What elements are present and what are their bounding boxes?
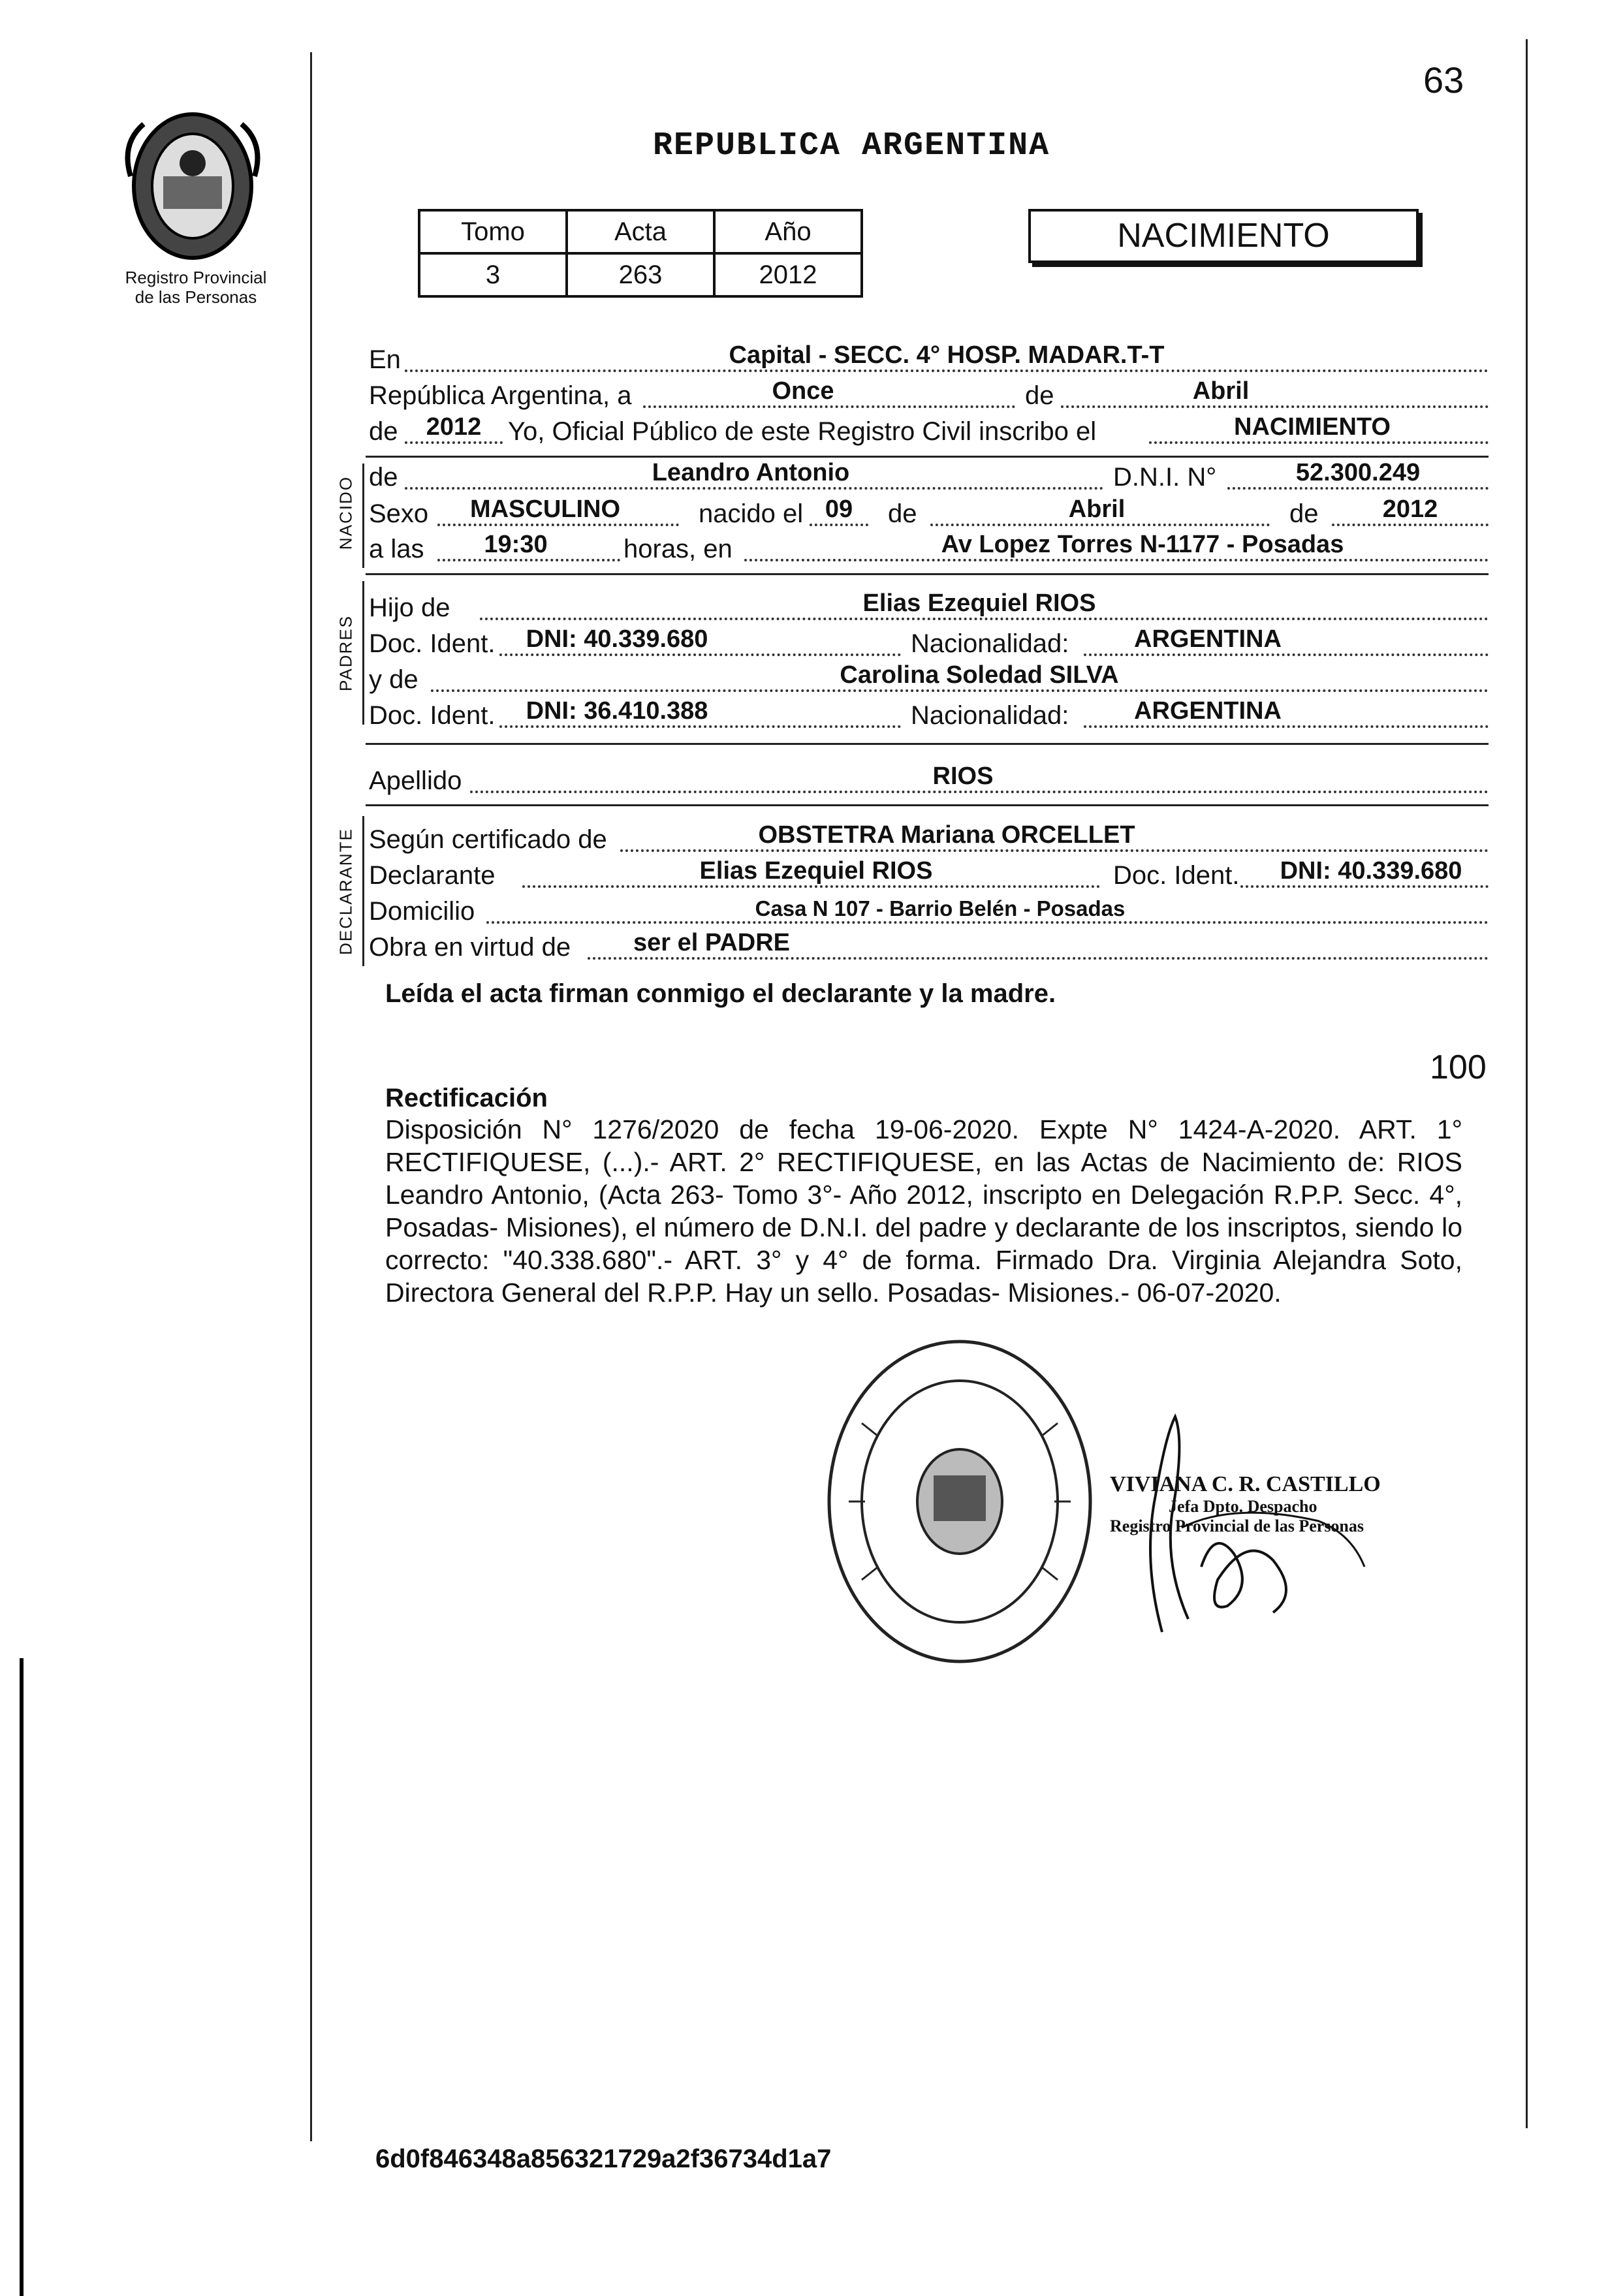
value-domicilio: Casa N 107 - Barrio Belén - Posadas (755, 896, 1126, 920)
left-edge-bar (20, 1658, 24, 2296)
label-dni: D.N.I. N° (1113, 463, 1217, 492)
label-apellido: Apellido (369, 766, 462, 795)
value-obra: ser el PADRE (633, 929, 791, 956)
value-padre-nac: ARGENTINA (1134, 625, 1282, 653)
field-segun (0, 819, 1608, 858)
value-nac-mes: Abril (1068, 495, 1126, 523)
label-sexo: Sexo (369, 499, 429, 528)
value-sexo: MASCULINO (469, 495, 621, 523)
field-apellido (0, 761, 1608, 800)
rectification-number: 100 (1430, 1048, 1487, 1086)
side-label-declarante: DECLARANTE (336, 828, 356, 955)
value-apellido: RIOS (932, 763, 994, 790)
value-anio-inscripcion: 2012 (426, 413, 482, 441)
field-en (0, 339, 1608, 379)
field-domicilio (0, 891, 1608, 930)
field-hora-lugar (0, 529, 1608, 568)
value-padre: Elias Ezequiel RIOS (862, 590, 1096, 617)
table-header-acta: Acta (567, 210, 714, 253)
value-mes-inscripcion: Abril (1192, 377, 1250, 405)
label-doc-ident-2: Doc. Ident. (369, 701, 496, 730)
label-nacionalidad-1: Nacionalidad: (911, 629, 1069, 658)
record-type-box (1028, 209, 1419, 263)
field-declarante (0, 855, 1608, 894)
value-madre-doc: DNI: 36.410.388 (526, 697, 708, 725)
value-dia-inscripcion: Once (772, 377, 834, 405)
label-nacido-el: nacido el (699, 499, 804, 528)
field-sexo-nacimiento (0, 494, 1608, 533)
label-yo-oficial: Yo, Oficial Público de este Registro Civil inscribo el (508, 417, 1097, 446)
document-title: REPUBLICA ARGENTINA (653, 127, 1050, 165)
value-nac-dia: 09 (825, 495, 853, 523)
table-header-anio: Año (714, 210, 862, 253)
label-en: En (369, 345, 401, 374)
label-de-4: de (1289, 499, 1319, 528)
logo-caption (98, 268, 294, 307)
value-declarante: Elias Ezequiel RIOS (699, 857, 933, 885)
form-body (0, 339, 1608, 1058)
table-value-tomo: 3 (419, 253, 567, 296)
value-dni: 52.300.249 (1295, 459, 1421, 486)
value-madre-nac: ARGENTINA (1134, 697, 1282, 725)
label-doc-ident-1: Doc. Ident. (369, 629, 496, 658)
table-value-anio: 2012 (714, 253, 862, 296)
label-declarante: Declarante (369, 861, 496, 890)
field-padre (0, 588, 1608, 627)
logo-caption-line1: Registro Provincial (125, 268, 267, 287)
label-republica: República Argentina, a (369, 381, 632, 410)
label-nacido-de: de (369, 463, 398, 492)
label-hijo-de: Hijo de (369, 593, 450, 622)
closing-statement: Leída el acta firman conmigo el declarante y la madre. (385, 979, 1056, 1008)
field-madre (0, 659, 1608, 699)
field-anio-inscripcion (0, 411, 1608, 450)
value-declarante-doc: DNI: 40.339.680 (1280, 857, 1462, 885)
label-de-2: de (369, 417, 398, 446)
rectification-body: Disposición N° 1276/2020 de fecha 19-06-2020. Expte N° 1424-A-2020. ART. 1° RECTIFIQUESE, (...).- ART. 2° RECTIFIQUESE, en las Actas de Nacimiento de: RIOS Leandro Antonio, (Acta 263- Tomo 3°- Año 2012, inscripto en Delegación R.P.P. Secc. 4°, Posadas- Misiones), el número de D.N.I. del padre y declarante de los inscriptos, siendo lo correcto: "40.338.680".- ART. 3° y 4° de forma. Firmado Dra. Virginia Alejandra Soto, Directora General del R.P.P. Hay un sello. Posadas- Misiones.- 06-07-2020. (385, 1114, 1462, 1308)
document-hash: 6d0f846348a856321729a2f36734d1a7 (375, 2145, 832, 2173)
label-de-3: de (888, 499, 917, 528)
label-obra: Obra en virtud de (369, 933, 571, 962)
handwritten-signature (1103, 1397, 1417, 1658)
rectification-title: Rectificación (385, 1084, 548, 1112)
official-seal (816, 1332, 1103, 1671)
label-doc-ident-3: Doc. Ident. (1113, 861, 1240, 890)
label-de-1: de (1025, 381, 1054, 410)
value-nac-anio: 2012 (1382, 495, 1438, 523)
signatory-org: Registro Provincial de las Personas (1110, 1517, 1364, 1535)
field-obra (0, 927, 1608, 966)
value-madre: Carolina Soledad SILVA (840, 661, 1119, 689)
side-label-nacido: NACIDO (336, 475, 356, 550)
registry-table (418, 209, 863, 298)
value-lugar-nacimiento: Av Lopez Torres N-1177 - Posadas (941, 531, 1344, 558)
label-domicilio: Domicilio (369, 897, 475, 926)
signatory-role: Jefa Dpto. Despacho (1169, 1497, 1317, 1516)
value-inscribo: NACIMIENTO (1234, 413, 1391, 441)
value-segun: OBSTETRA Mariana ORCELLET (758, 821, 1135, 849)
side-label-padres: PADRES (336, 615, 356, 691)
field-nombre (0, 457, 1608, 496)
value-nombre: Leandro Antonio (652, 459, 850, 486)
value-lugar-inscripcion: Capital - SECC. 4° HOSP. MADAR.T-T (729, 341, 1165, 369)
label-y-de: y de (369, 665, 418, 694)
field-madre-doc (0, 695, 1608, 734)
value-hora: 19:30 (484, 531, 548, 558)
table-header-tomo: Tomo (419, 210, 567, 253)
label-a-las: a las (369, 535, 424, 563)
provincial-logo (118, 104, 268, 268)
label-segun: Según certificado de (369, 825, 607, 854)
table-value-acta: 263 (567, 253, 714, 296)
logo-caption-line2: de las Personas (134, 287, 257, 307)
label-horas-en: horas, en (623, 535, 733, 563)
value-padre-doc: DNI: 40.339.680 (526, 625, 708, 653)
field-fecha-inscripcion (0, 375, 1608, 415)
record-type-label: NACIMIENTO (1117, 217, 1330, 255)
signatory-name: VIVIANA C. R. CASTILLO (1110, 1472, 1381, 1496)
page-number: 63 (1423, 59, 1464, 101)
field-padre-doc (0, 623, 1608, 663)
label-nacionalidad-2: Nacionalidad: (911, 701, 1069, 730)
